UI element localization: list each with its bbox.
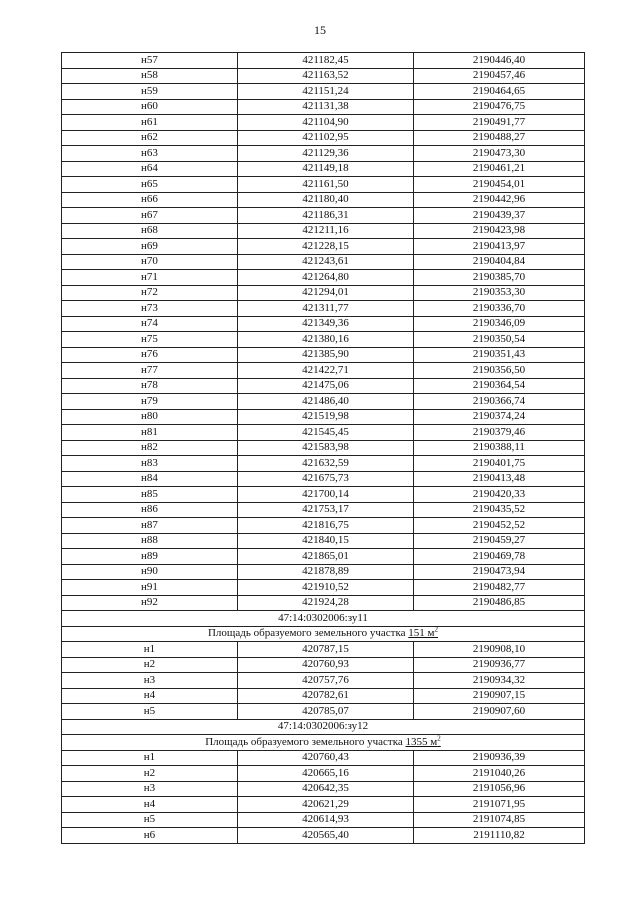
table-row bbox=[62, 347, 585, 363]
table-row bbox=[62, 518, 585, 534]
y-coordinate-cell: 2190379,46 bbox=[414, 425, 585, 441]
point-label-cell: н76 bbox=[62, 347, 238, 363]
table-row bbox=[62, 425, 585, 441]
y-coordinate-cell: 2190491,77 bbox=[414, 115, 585, 131]
table-row bbox=[62, 797, 585, 813]
point-label-cell: н58 bbox=[62, 68, 238, 84]
table-row bbox=[62, 828, 585, 844]
area-cell bbox=[62, 626, 585, 642]
table-row bbox=[62, 781, 585, 797]
x-coordinate-cell: 421545,45 bbox=[238, 425, 414, 441]
table-row bbox=[62, 332, 585, 348]
table-row bbox=[62, 766, 585, 782]
y-coordinate-cell: 2190473,94 bbox=[414, 564, 585, 580]
point-label-cell: н65 bbox=[62, 177, 238, 193]
table-row bbox=[62, 533, 585, 549]
x-coordinate-cell: 421186,31 bbox=[238, 208, 414, 224]
area-label: Площадь образуемого земельного участка bbox=[207, 627, 406, 640]
area-unit-superscript: 2 bbox=[434, 626, 438, 634]
table-row bbox=[62, 285, 585, 301]
y-coordinate-cell: 2190404,84 bbox=[414, 254, 585, 270]
area-cell bbox=[62, 735, 585, 751]
point-label-cell: н2 bbox=[62, 657, 238, 673]
area-unit-superscript: 2 bbox=[437, 734, 441, 743]
x-coordinate-cell: 420621,29 bbox=[238, 797, 414, 813]
table-row bbox=[62, 270, 585, 286]
x-coordinate-cell: 421349,36 bbox=[238, 316, 414, 332]
point-label-cell: н57 bbox=[62, 53, 238, 69]
x-coordinate-cell: 421878,89 bbox=[238, 564, 414, 580]
y-coordinate-cell: 2190907,60 bbox=[414, 704, 585, 720]
table-row bbox=[62, 68, 585, 84]
x-coordinate-cell: 420665,16 bbox=[238, 766, 414, 782]
cadastral-number: 47:14:0302006:зу11 bbox=[62, 611, 585, 627]
point-label-cell: н64 bbox=[62, 161, 238, 177]
point-label-cell: н74 bbox=[62, 316, 238, 332]
point-label-cell: н88 bbox=[62, 533, 238, 549]
y-coordinate-cell: 2190908,10 bbox=[414, 642, 585, 658]
y-coordinate-cell: 2190420,33 bbox=[414, 487, 585, 503]
point-label-cell: н77 bbox=[62, 363, 238, 379]
point-label-cell: н85 bbox=[62, 487, 238, 503]
x-coordinate-cell: 420614,93 bbox=[238, 812, 414, 828]
point-label-cell: н6 bbox=[62, 828, 238, 844]
y-coordinate-cell: 2190423,98 bbox=[414, 223, 585, 239]
x-coordinate-cell: 421910,52 bbox=[238, 580, 414, 596]
table-row bbox=[62, 440, 585, 456]
area-value bbox=[408, 627, 438, 639]
table-row bbox=[62, 812, 585, 828]
point-label-cell: н91 bbox=[62, 580, 238, 596]
point-label-cell: н72 bbox=[62, 285, 238, 301]
x-coordinate-cell: 421131,38 bbox=[238, 99, 414, 115]
y-coordinate-cell: 2190350,54 bbox=[414, 332, 585, 348]
x-coordinate-cell: 421583,98 bbox=[238, 440, 414, 456]
table-row bbox=[62, 564, 585, 580]
y-coordinate-cell: 2190353,30 bbox=[414, 285, 585, 301]
area-label: Площадь образуемого земельного участка bbox=[205, 735, 403, 748]
y-coordinate-cell: 2191110,82 bbox=[414, 828, 585, 844]
point-label-cell: н5 bbox=[62, 812, 238, 828]
table-row bbox=[62, 99, 585, 115]
y-coordinate-cell: 2190336,70 bbox=[414, 301, 585, 317]
cadastral-number: 47:14:0302006:зу12 bbox=[62, 719, 585, 735]
y-coordinate-cell: 2190488,27 bbox=[414, 130, 585, 146]
y-coordinate-cell: 2190936,39 bbox=[414, 750, 585, 766]
point-label-cell: н73 bbox=[62, 301, 238, 317]
point-label-cell: н82 bbox=[62, 440, 238, 456]
x-coordinate-cell: 420787,15 bbox=[238, 642, 414, 658]
y-coordinate-cell: 2190907,15 bbox=[414, 688, 585, 704]
table-row bbox=[62, 177, 585, 193]
point-label-cell: н1 bbox=[62, 750, 238, 766]
y-coordinate-cell: 2190446,40 bbox=[414, 53, 585, 69]
x-coordinate-cell: 421228,15 bbox=[238, 239, 414, 255]
section-header-row bbox=[62, 611, 585, 627]
area-row bbox=[62, 735, 585, 751]
table-row bbox=[62, 146, 585, 162]
point-label-cell: н61 bbox=[62, 115, 238, 131]
y-coordinate-cell: 2190351,43 bbox=[414, 347, 585, 363]
section-header-row bbox=[62, 719, 585, 735]
table-row bbox=[62, 502, 585, 518]
table-row bbox=[62, 130, 585, 146]
table-row bbox=[62, 456, 585, 472]
point-label-cell: н59 bbox=[62, 84, 238, 100]
y-coordinate-cell: 2190461,21 bbox=[414, 161, 585, 177]
table-row bbox=[62, 688, 585, 704]
y-coordinate-cell: 2190388,11 bbox=[414, 440, 585, 456]
table-row bbox=[62, 161, 585, 177]
table-row bbox=[62, 673, 585, 689]
y-coordinate-cell: 2190469,78 bbox=[414, 549, 585, 565]
table-row bbox=[62, 363, 585, 379]
x-coordinate-cell: 421163,52 bbox=[238, 68, 414, 84]
table-row bbox=[62, 378, 585, 394]
y-coordinate-cell: 2190457,46 bbox=[414, 68, 585, 84]
x-coordinate-cell: 421700,14 bbox=[238, 487, 414, 503]
x-coordinate-cell: 421865,01 bbox=[238, 549, 414, 565]
y-coordinate-cell: 2191071,95 bbox=[414, 797, 585, 813]
area-value bbox=[406, 736, 441, 748]
x-coordinate-cell: 421475,06 bbox=[238, 378, 414, 394]
point-label-cell: н70 bbox=[62, 254, 238, 270]
point-label-cell: н3 bbox=[62, 781, 238, 797]
table-row bbox=[62, 223, 585, 239]
x-coordinate-cell: 421311,77 bbox=[238, 301, 414, 317]
point-label-cell: н62 bbox=[62, 130, 238, 146]
x-coordinate-cell: 421840,15 bbox=[238, 533, 414, 549]
x-coordinate-cell: 421129,36 bbox=[238, 146, 414, 162]
x-coordinate-cell: 421385,90 bbox=[238, 347, 414, 363]
x-coordinate-cell: 421632,59 bbox=[238, 456, 414, 472]
x-coordinate-cell: 421182,45 bbox=[238, 53, 414, 69]
point-label-cell: н68 bbox=[62, 223, 238, 239]
x-coordinate-cell: 421675,73 bbox=[238, 471, 414, 487]
point-label-cell: н89 bbox=[62, 549, 238, 565]
y-coordinate-cell: 2190385,70 bbox=[414, 270, 585, 286]
x-coordinate-cell: 421180,40 bbox=[238, 192, 414, 208]
y-coordinate-cell: 2190413,97 bbox=[414, 239, 585, 255]
point-label-cell: н81 bbox=[62, 425, 238, 441]
page-number: 15 bbox=[314, 23, 326, 37]
y-coordinate-cell: 2190439,37 bbox=[414, 208, 585, 224]
y-coordinate-cell: 2190442,96 bbox=[414, 192, 585, 208]
x-coordinate-cell: 421211,16 bbox=[238, 223, 414, 239]
y-coordinate-cell: 2190934,32 bbox=[414, 673, 585, 689]
y-coordinate-cell: 2190452,52 bbox=[414, 518, 585, 534]
x-coordinate-cell: 420642,35 bbox=[238, 781, 414, 797]
table-row bbox=[62, 657, 585, 673]
table-row bbox=[62, 487, 585, 503]
x-coordinate-cell: 421104,90 bbox=[238, 115, 414, 131]
table-row bbox=[62, 192, 585, 208]
table-row bbox=[62, 471, 585, 487]
y-coordinate-cell: 2190364,54 bbox=[414, 378, 585, 394]
point-label-cell: н2 bbox=[62, 766, 238, 782]
table-row bbox=[62, 394, 585, 410]
point-label-cell: н4 bbox=[62, 688, 238, 704]
point-label-cell: н63 bbox=[62, 146, 238, 162]
point-label-cell: н75 bbox=[62, 332, 238, 348]
y-coordinate-cell: 2190473,30 bbox=[414, 146, 585, 162]
table-row bbox=[62, 316, 585, 332]
x-coordinate-cell: 421924,28 bbox=[238, 595, 414, 611]
point-label-cell: н67 bbox=[62, 208, 238, 224]
y-coordinate-cell: 2190464,65 bbox=[414, 84, 585, 100]
point-label-cell: н78 bbox=[62, 378, 238, 394]
point-label-cell: н5 bbox=[62, 704, 238, 720]
y-coordinate-cell: 2191056,96 bbox=[414, 781, 585, 797]
point-label-cell: н79 bbox=[62, 394, 238, 410]
x-coordinate-cell: 420785,07 bbox=[238, 704, 414, 720]
table-row bbox=[62, 208, 585, 224]
y-coordinate-cell: 2190486,85 bbox=[414, 595, 585, 611]
point-label-cell: н1 bbox=[62, 642, 238, 658]
area-row bbox=[62, 626, 585, 642]
y-coordinate-cell: 2190459,27 bbox=[414, 533, 585, 549]
x-coordinate-cell: 420565,40 bbox=[238, 828, 414, 844]
y-coordinate-cell: 2190401,75 bbox=[414, 456, 585, 472]
coordinates-table-body bbox=[62, 53, 585, 844]
area-value-number: 151 м bbox=[408, 627, 435, 640]
y-coordinate-cell: 2190413,48 bbox=[414, 471, 585, 487]
x-coordinate-cell: 421519,98 bbox=[238, 409, 414, 425]
table-row bbox=[62, 239, 585, 255]
y-coordinate-cell: 2191074,85 bbox=[414, 812, 585, 828]
x-coordinate-cell: 421161,50 bbox=[238, 177, 414, 193]
y-coordinate-cell: 2190374,24 bbox=[414, 409, 585, 425]
y-coordinate-cell: 2190435,52 bbox=[414, 502, 585, 518]
table-row bbox=[62, 580, 585, 596]
y-coordinate-cell: 2190454,01 bbox=[414, 177, 585, 193]
table-row bbox=[62, 53, 585, 69]
area-value-number: 1355 м bbox=[405, 735, 438, 748]
x-coordinate-cell: 420760,93 bbox=[238, 657, 414, 673]
x-coordinate-cell: 421486,40 bbox=[238, 394, 414, 410]
point-label-cell: н60 bbox=[62, 99, 238, 115]
x-coordinate-cell: 421380,16 bbox=[238, 332, 414, 348]
point-label-cell: н83 bbox=[62, 456, 238, 472]
point-label-cell: н80 bbox=[62, 409, 238, 425]
x-coordinate-cell: 421816,75 bbox=[238, 518, 414, 534]
point-label-cell: н86 bbox=[62, 502, 238, 518]
table-row bbox=[62, 115, 585, 131]
point-label-cell: н71 bbox=[62, 270, 238, 286]
x-coordinate-cell: 420757,76 bbox=[238, 673, 414, 689]
x-coordinate-cell: 421243,61 bbox=[238, 254, 414, 270]
y-coordinate-cell: 2191040,26 bbox=[414, 766, 585, 782]
point-label-cell: н66 bbox=[62, 192, 238, 208]
table-row bbox=[62, 409, 585, 425]
y-coordinate-cell: 2190476,75 bbox=[414, 99, 585, 115]
x-coordinate-cell: 421422,71 bbox=[238, 363, 414, 379]
y-coordinate-cell: 2190482,77 bbox=[414, 580, 585, 596]
x-coordinate-cell: 421294,01 bbox=[238, 285, 414, 301]
y-coordinate-cell: 2190936,77 bbox=[414, 657, 585, 673]
table-row bbox=[62, 84, 585, 100]
point-label-cell: н90 bbox=[62, 564, 238, 580]
table-row bbox=[62, 642, 585, 658]
y-coordinate-cell: 2190356,50 bbox=[414, 363, 585, 379]
point-label-cell: н84 bbox=[62, 471, 238, 487]
point-label-cell: н87 bbox=[62, 518, 238, 534]
x-coordinate-cell: 420760,43 bbox=[238, 750, 414, 766]
point-label-cell: н92 bbox=[62, 595, 238, 611]
x-coordinate-cell: 421151,24 bbox=[238, 84, 414, 100]
table-row bbox=[62, 549, 585, 565]
table-row bbox=[62, 750, 585, 766]
point-label-cell: н4 bbox=[62, 797, 238, 813]
point-label-cell: н69 bbox=[62, 239, 238, 255]
x-coordinate-cell: 421753,17 bbox=[238, 502, 414, 518]
table-row bbox=[62, 704, 585, 720]
x-coordinate-cell: 421149,18 bbox=[238, 161, 414, 177]
coordinates-table bbox=[61, 52, 585, 844]
y-coordinate-cell: 2190346,09 bbox=[414, 316, 585, 332]
y-coordinate-cell: 2190366,74 bbox=[414, 394, 585, 410]
x-coordinate-cell: 421102,95 bbox=[238, 130, 414, 146]
point-label-cell: н3 bbox=[62, 673, 238, 689]
table-row bbox=[62, 595, 585, 611]
table-row bbox=[62, 301, 585, 317]
x-coordinate-cell: 421264,80 bbox=[238, 270, 414, 286]
table-row bbox=[62, 254, 585, 270]
x-coordinate-cell: 420782,61 bbox=[238, 688, 414, 704]
